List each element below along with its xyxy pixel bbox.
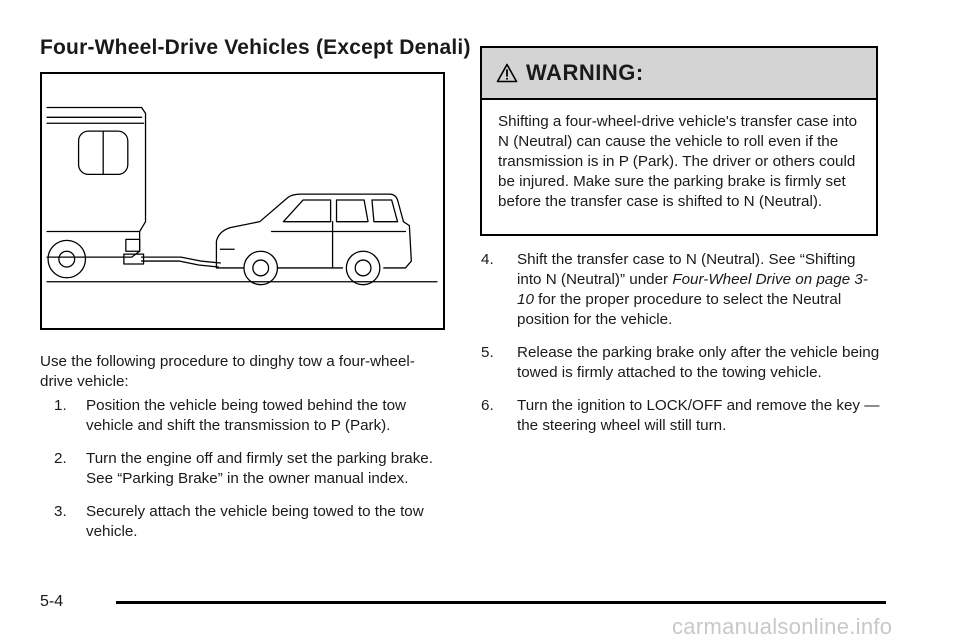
- warning-triangle-icon: [496, 63, 518, 83]
- tow-bar: [142, 257, 221, 263]
- page-number: 5-4: [40, 593, 64, 610]
- step-text: Turn the engine off and firmly set the parking brake. See “Parking Brake” in the owner manual index.: [86, 450, 433, 487]
- step-text-after: for the proper procedure to select the Neutral position for the vehicle.: [517, 291, 842, 328]
- watermark: carmanualsonline.info: [672, 614, 893, 639]
- steps-list-left: [40, 396, 445, 555]
- step-text: Release the parking brake only after the vehicle being towed is firmly attached to the towing vehicle.: [517, 344, 880, 381]
- list-item: [481, 250, 881, 330]
- list-item: [40, 396, 445, 436]
- list-item: [481, 343, 881, 383]
- step-number: 4.: [481, 251, 494, 268]
- towing-illustration: [40, 72, 445, 330]
- list-item: [481, 396, 881, 436]
- cross-reference-link[interactable]: Four-Wheel Drive on page 3-10: [517, 271, 868, 308]
- step-number: 1.: [54, 397, 67, 414]
- suv-rear-window: [372, 200, 398, 222]
- step-number: 5.: [481, 344, 494, 361]
- step-number: 2.: [54, 450, 67, 467]
- step-number: 3.: [54, 503, 67, 520]
- suv-rear-wheel: [346, 251, 379, 284]
- suv-middle-window: [337, 200, 369, 222]
- footer-rule: [116, 601, 886, 604]
- warning-title: WARNING:: [526, 60, 644, 85]
- step-number: 6.: [481, 397, 494, 414]
- step-text: Securely attach the vehicle being towed to the tow vehicle.: [86, 503, 424, 540]
- list-item: [40, 502, 445, 542]
- warning-header: [482, 48, 876, 100]
- step-text: Turn the ignition to LOCK/OFF and remove the key — the steering wheel will still turn.: [517, 397, 880, 434]
- section-title: Four-Wheel-Drive Vehicles (Except Denali): [40, 36, 471, 59]
- step-text-before: Shift the transfer case to N (Neutral). See “Shifting into N (Neutral)” under: [517, 251, 856, 288]
- motorhome-body: [47, 107, 145, 257]
- warning-body: Shifting a four-wheel-drive vehicle's transfer case into N (Neutral) can cause the vehicle to roll even if the transmission is in P (Park). The driver or others could be injured. Make sure the parking brake is firmly set before the transfer case is shifted to N (Neutral).: [498, 113, 858, 210]
- warning-box: [480, 46, 878, 236]
- list-item: [40, 449, 445, 489]
- intro-paragraph: Use the following procedure to dinghy tow a four-wheel-drive vehicle:: [40, 353, 415, 390]
- suv-front-window: [283, 200, 330, 222]
- step-text: Position the vehicle being towed behind the tow vehicle and shift the transmission to P (Park).: [86, 397, 406, 434]
- suv-front-wheel: [244, 251, 277, 284]
- steps-list-right: [481, 250, 881, 449]
- motorhome-wheel: [48, 240, 85, 277]
- rv-towing-suv-illustration: [42, 74, 443, 328]
